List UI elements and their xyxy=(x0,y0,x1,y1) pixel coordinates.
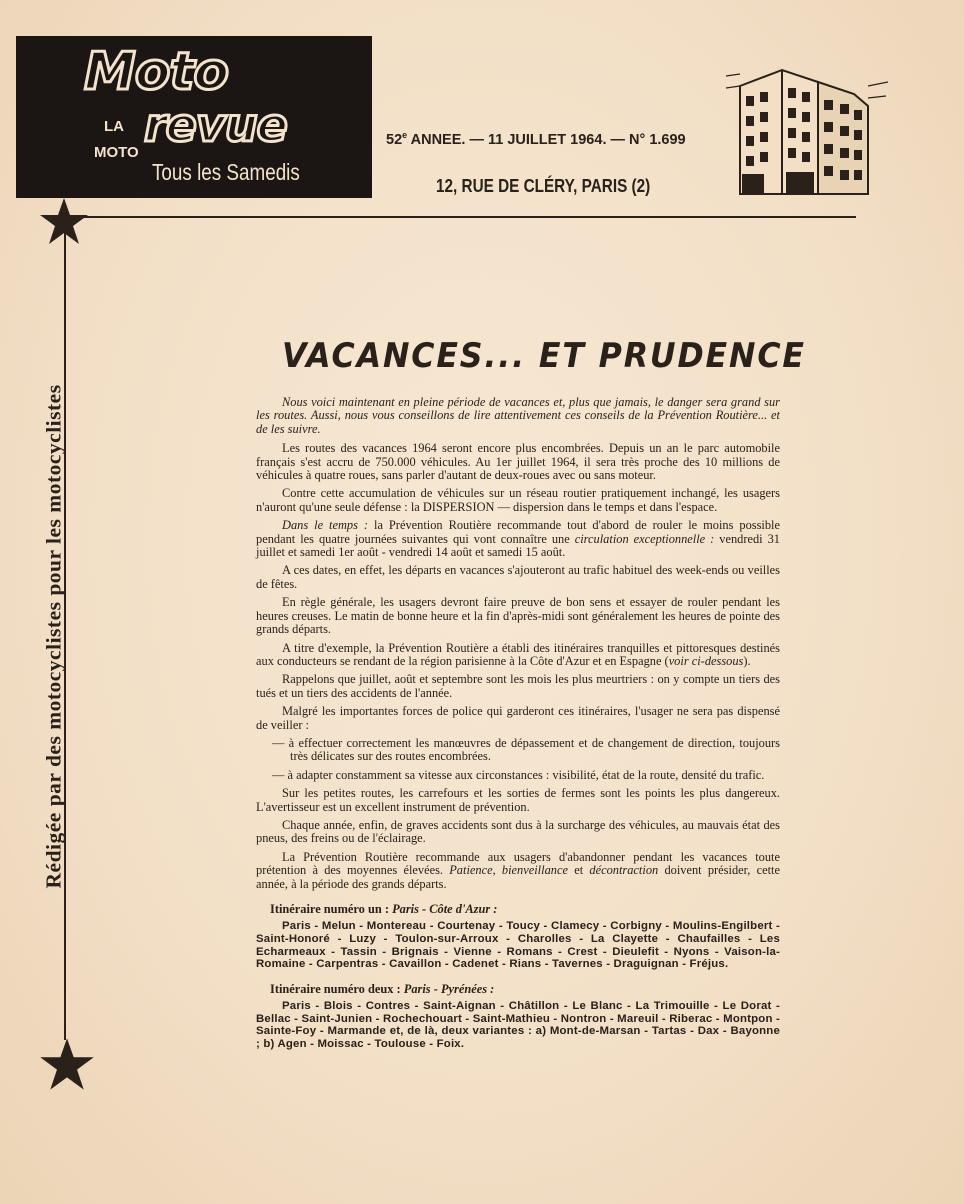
route-title: Paris - Pyrénées : xyxy=(403,981,495,996)
text-span: ). xyxy=(743,653,751,668)
issue-details: ANNEE. — 11 JUILLET 1964. — N° 1.699 xyxy=(407,131,686,148)
text-span: et xyxy=(567,863,590,878)
masthead-tagline: Tous les Samedis xyxy=(152,159,300,185)
article-paragraph: A ces dates, en effet, les départs en vacances s'ajouteront au trafic habituel des week-ends ou veilles de fêtes. xyxy=(256,563,780,591)
article-paragraph: Sur les petites routes, les carrefours et les sorties de fermes sont les points les plus dangereux. L'avertisseur est un excellent instrument de prévention. xyxy=(256,786,780,814)
vertical-slogan: Rédigée par des motocyclistes pour les motocyclistes xyxy=(41,384,66,889)
article-paragraph xyxy=(256,642,780,669)
route-list: Paris - Melun - Montereau - Courtenay - Toucy - Clamecy - Corbigny - Moulins-Engilbert - Saint-Honoré - Luzy - Toulon-sur-Arroux - Charolles - La Clayette - Chaufailles - Les Echarmeaux - Tassin - Brignais - Vienne - Romans - Crest - Dieulefit - Nyons - Vaison-la-Romaine - Carpentras - Cavaillon - Cadenet - Rians - Tavernes - Draguignan - Fréjus. xyxy=(256,920,780,971)
emphasis: décontraction xyxy=(589,863,659,878)
text-span: A titre d'exemple, la Prévention Routière a établi des itinéraires tranquilles et pittoresques destinés aux conducteurs se rendant de la région parisienne à la Côte d'Azur et en Espagne ( xyxy=(256,640,780,668)
star-icon xyxy=(38,1036,96,1092)
text-span: doivent présider, cette année, à la période des grands départs. xyxy=(256,863,780,891)
issue-year-suffix: e xyxy=(402,130,408,140)
article-paragraph: Les routes des vacances 1964 seront encore plus encombrées. Depuis un an le parc automobile français s'est accru de 750.000 véhicules. Au 1er juillet 1964, il sera très proche des 10 millions de véhicules à quatre roues, sans parler d'autant de deux-roues avec ou sans moteur. xyxy=(256,441,780,483)
text-span: La Prévention Routière recommande aux usagers d'abandonner pendant les vacances toute prétention à des moyennes élevées. xyxy=(256,849,780,878)
route-title: Paris - Côte d'Azur : xyxy=(392,902,498,916)
article-body xyxy=(256,396,780,1056)
text-span: vendredi 31 juillet et samedi 1er août - vendredi 14 août et samedi 15 août. xyxy=(256,531,781,560)
route-heading xyxy=(256,983,780,996)
logo-la-text: LA xyxy=(104,118,124,135)
article-paragraph xyxy=(256,851,780,891)
article-paragraph: Malgré les importantes forces de police qui garderont ces itinéraires, l'usager ne sera pas dispensé de veiller : xyxy=(256,704,780,732)
emphasis: Patience, bienveillance xyxy=(449,863,568,878)
header-divider xyxy=(76,216,856,218)
list-item: — à adapter constamment sa vitesse aux circonstances : visibilité, état de la route, densité du trafic. xyxy=(272,767,765,782)
article-paragraph: En règle générale, les usagers devront faire preuve de bon sens et essayer de rouler pendant les heures creuses. Le matin de bonne heure et la fin d'après-midi sont généralement les heures de pointe des grands départs. xyxy=(256,595,780,637)
route-heading xyxy=(256,903,780,916)
emphasis: circulation exceptionnelle : xyxy=(574,531,715,546)
text-span: la Prévention Routière recommande tout d'abord de rouler le moins possible pendant les quatre journées suivantes qui vont connaître une xyxy=(256,518,780,546)
article-headline: VACANCES... ET PRUDENCE xyxy=(282,336,806,376)
issue-year: 52 xyxy=(386,131,403,148)
article-paragraph: Chaque année, enfin, de graves accidents sont dus à la surcharge des véhicules, au mauvais état des pneus, des freins ou de l'éclairage. xyxy=(256,817,780,846)
list-item: — à effectuer correctement les manœuvres de dépassement et de changement de direction, toujours très délicates sur des routes encombrées. xyxy=(272,735,780,764)
address: 12, RUE DE CLÉRY, PARIS (2) xyxy=(436,176,651,196)
star-icon xyxy=(38,196,90,246)
logo-moto-small-text: MOTO xyxy=(94,144,139,161)
article-paragraph: Rappelons que juillet, août et septembre sont les mois les plus meurtriers : on y compte un tiers des tués et un tiers des accidents de l'année. xyxy=(256,672,780,700)
article-paragraph: Contre cette accumulation de véhicules sur un réseau routier pratiquement inchangé, les usagers n'auront qu'une seule défense : la DISPERSION — dispersion dans le temps et dans l'espace. xyxy=(256,486,780,514)
article-intro: Nous voici maintenant en pleine période de vacances et, plus que jamais, le danger sera grand sur les routes. Aussi, nous vous conseillons de lire attentivement ces conseils de la Prévention Routière... et de les suivre. xyxy=(256,395,780,436)
building-illustration-icon xyxy=(726,66,888,196)
masthead-logo-block xyxy=(16,36,372,198)
issue-info xyxy=(386,130,686,148)
emphasis: Dans le temps : xyxy=(282,518,369,533)
emphasis: voir ci-dessous xyxy=(668,653,744,668)
route-label: Itinéraire numéro deux : xyxy=(270,981,404,996)
article-paragraph xyxy=(256,519,780,559)
logo-moto-text: Moto xyxy=(84,42,229,102)
route-list: Paris - Blois - Contres - Saint-Aignan - Châtillon - Le Blanc - La Trimouille - Le Dorat - Bellac - Saint-Junien - Rochechouart - Saint-Mathieu - Nontron - Mareuil - Riberac - Montpon - Sainte-Foy - Marmande et, de là, deux variantes : a) Mont-de-Marsan - Tartas - Dax - Bayonne ; b) Agen - Moissac - Toulouse - Foix. xyxy=(256,1000,780,1050)
logo-revue-text: revue xyxy=(144,98,287,152)
route-label: Itinéraire numéro un : xyxy=(270,902,393,916)
